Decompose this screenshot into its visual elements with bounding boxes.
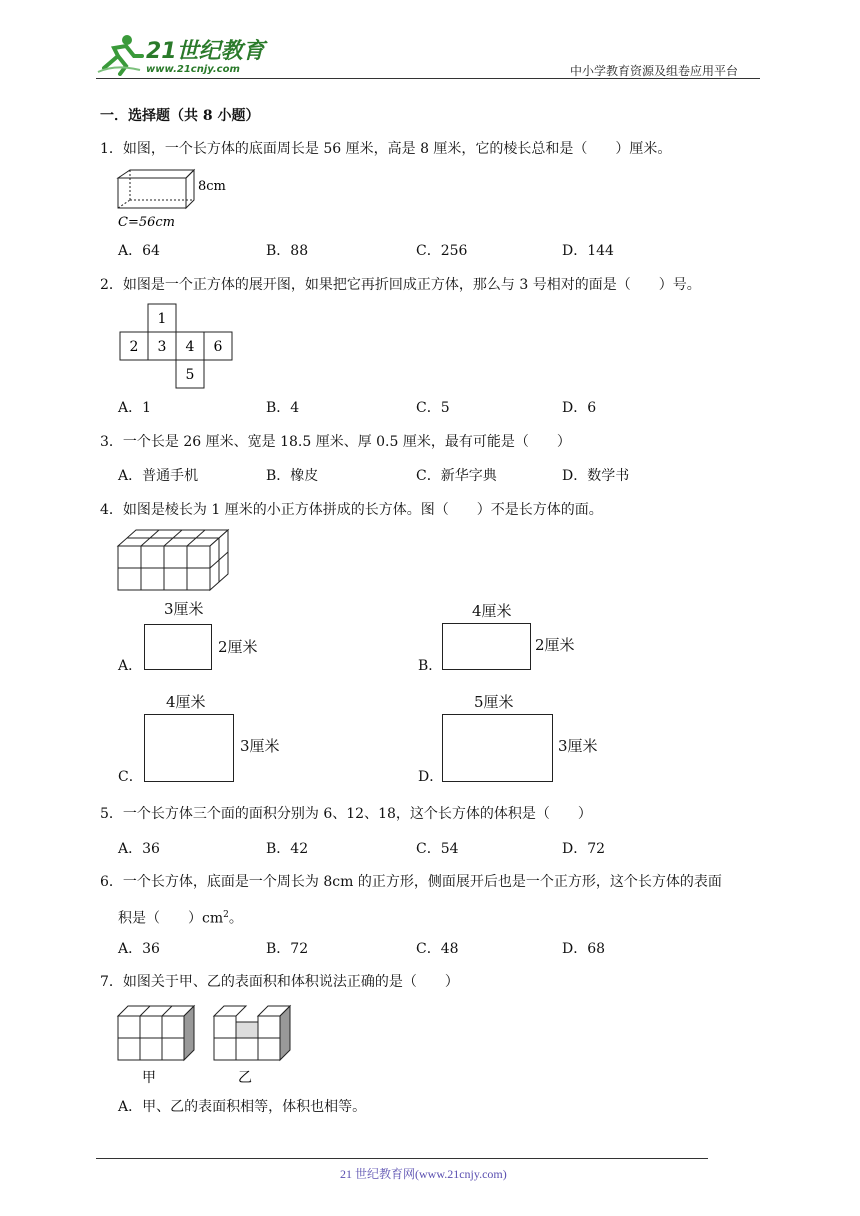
question-2-cube-net-figure bbox=[118, 302, 238, 392]
question-3-stem: 3．一个长是 26 厘米、宽是 18.5 厘米、厚 0.5 厘米，最有可能是（ ） bbox=[100, 434, 571, 450]
question-3-option-c[interactable]: C．新华字典 bbox=[416, 468, 497, 484]
net-cell-3: 3 bbox=[157, 339, 167, 355]
question-5-option-d[interactable]: D．72 bbox=[562, 841, 606, 857]
question-5-stem: 5．一个长方体三个面的面积分别为 6、12、18，这个长方体的体积是（ ） bbox=[100, 806, 592, 822]
question-1-option-c[interactable]: C．256 bbox=[416, 243, 468, 259]
question-6-stem-line-1: 6．一个长方体，底面是一个周长为 8cm 的正方形，侧面展开后也是一个正方形，这个长方体的表面 bbox=[100, 874, 722, 890]
question-2-option-a[interactable]: A．1 bbox=[118, 400, 152, 416]
net-cell-2: 2 bbox=[129, 339, 139, 355]
question-1-perimeter-label: C=56cm bbox=[118, 215, 175, 230]
question-1-stem: 1．如图，一个长方体的底面周长是 56 厘米，高是 8 厘米，它的棱长总和是（ ）厘米。 bbox=[100, 141, 672, 157]
question-2-stem: 2．如图是一个正方体的展开图，如果把它再折回成正方体，那么与 3 号相对的面是（ ）号。 bbox=[100, 277, 701, 293]
net-cell-1: 1 bbox=[157, 311, 167, 327]
logo-text: 21世纪教育 bbox=[146, 39, 265, 64]
section-title: 一．选择题（共 8 小题） bbox=[100, 108, 260, 124]
question-6-option-b[interactable]: B．72 bbox=[266, 941, 309, 957]
logo-url: www.21cnjy.com bbox=[146, 64, 240, 75]
option-b-side-label: 2厘米 bbox=[535, 636, 575, 654]
question-7-stem: 7．如图关于甲、乙的表面积和体积说法正确的是（ ） bbox=[100, 974, 459, 990]
option-d-rectangle bbox=[442, 714, 553, 782]
option-a-side-label: 2厘米 bbox=[218, 638, 258, 656]
question-4-stem: 4．如图是棱长为 1 厘米的小正方体拼成的长方体。图（ ）不是长方体的面。 bbox=[100, 502, 603, 518]
question-4-option-d[interactable]: D． bbox=[418, 769, 444, 785]
question-1-option-d[interactable]: D．144 bbox=[562, 243, 614, 259]
header-platform-text: 中小学教育资源及组卷应用平台 bbox=[570, 64, 739, 78]
question-3-option-d[interactable]: D．数学书 bbox=[562, 468, 630, 484]
option-d-top-label: 5厘米 bbox=[474, 693, 514, 711]
footer-text[interactable]: 21 世纪教育网(www.21cnjy.com) bbox=[340, 1167, 507, 1181]
net-cell-6: 6 bbox=[213, 339, 223, 355]
option-c-top-label: 4厘米 bbox=[166, 693, 206, 711]
option-a-top-label: 3厘米 bbox=[164, 600, 204, 618]
question-2-option-d[interactable]: D．6 bbox=[562, 400, 597, 416]
net-cell-5: 5 bbox=[185, 367, 195, 383]
question-3-option-a[interactable]: A．普通手机 bbox=[118, 468, 199, 484]
question-4-option-a[interactable]: A． bbox=[118, 658, 143, 674]
question-4-cuboid-grid-figure bbox=[116, 524, 232, 594]
question-1-option-b[interactable]: B．88 bbox=[266, 243, 309, 259]
figure-label-yi: 乙 bbox=[238, 1070, 252, 1086]
question-5-option-b[interactable]: B．42 bbox=[266, 841, 309, 857]
logo-runner-icon bbox=[96, 34, 146, 76]
question-6-superscript: 2 bbox=[223, 910, 229, 920]
option-d-side-label: 3厘米 bbox=[558, 737, 598, 755]
option-c-rectangle bbox=[144, 714, 234, 782]
question-6-stem-line-2-end: 。 bbox=[228, 910, 243, 927]
footer-rule bbox=[96, 1158, 708, 1159]
question-4-option-b[interactable]: B． bbox=[418, 658, 443, 674]
question-1-option-a[interactable]: A．64 bbox=[118, 243, 160, 259]
question-6-option-a[interactable]: A．36 bbox=[118, 941, 160, 957]
net-cell-4: 4 bbox=[185, 339, 195, 355]
question-6-stem-line-2 bbox=[118, 906, 243, 928]
question-5-option-c[interactable]: C．54 bbox=[416, 841, 459, 857]
question-1-height-label: 8cm bbox=[198, 179, 226, 194]
question-3-option-b[interactable]: B．橡皮 bbox=[266, 468, 319, 484]
figure-label-jia: 甲 bbox=[142, 1070, 156, 1086]
option-c-side-label: 3厘米 bbox=[240, 737, 280, 755]
header-rule bbox=[96, 78, 760, 79]
header bbox=[0, 0, 860, 80]
question-6-stem-line-2-text: 积是（ ）cm bbox=[118, 910, 224, 927]
option-a-rectangle bbox=[144, 624, 212, 670]
option-b-top-label: 4厘米 bbox=[472, 602, 512, 620]
question-7-option-a[interactable]: A．甲、乙的表面积相等，体积也相等。 bbox=[118, 1099, 367, 1115]
question-2-option-b[interactable]: B．4 bbox=[266, 400, 300, 416]
question-5-option-a[interactable]: A．36 bbox=[118, 841, 160, 857]
question-6-option-d[interactable]: D．68 bbox=[562, 941, 606, 957]
question-7-figure bbox=[116, 1000, 300, 1090]
option-b-rectangle bbox=[442, 623, 531, 670]
question-6-option-c[interactable]: C．48 bbox=[416, 941, 459, 957]
question-4-option-c[interactable]: C． bbox=[118, 769, 143, 785]
question-2-option-c[interactable]: C．5 bbox=[416, 400, 450, 416]
question-1-cuboid-figure bbox=[112, 164, 242, 234]
